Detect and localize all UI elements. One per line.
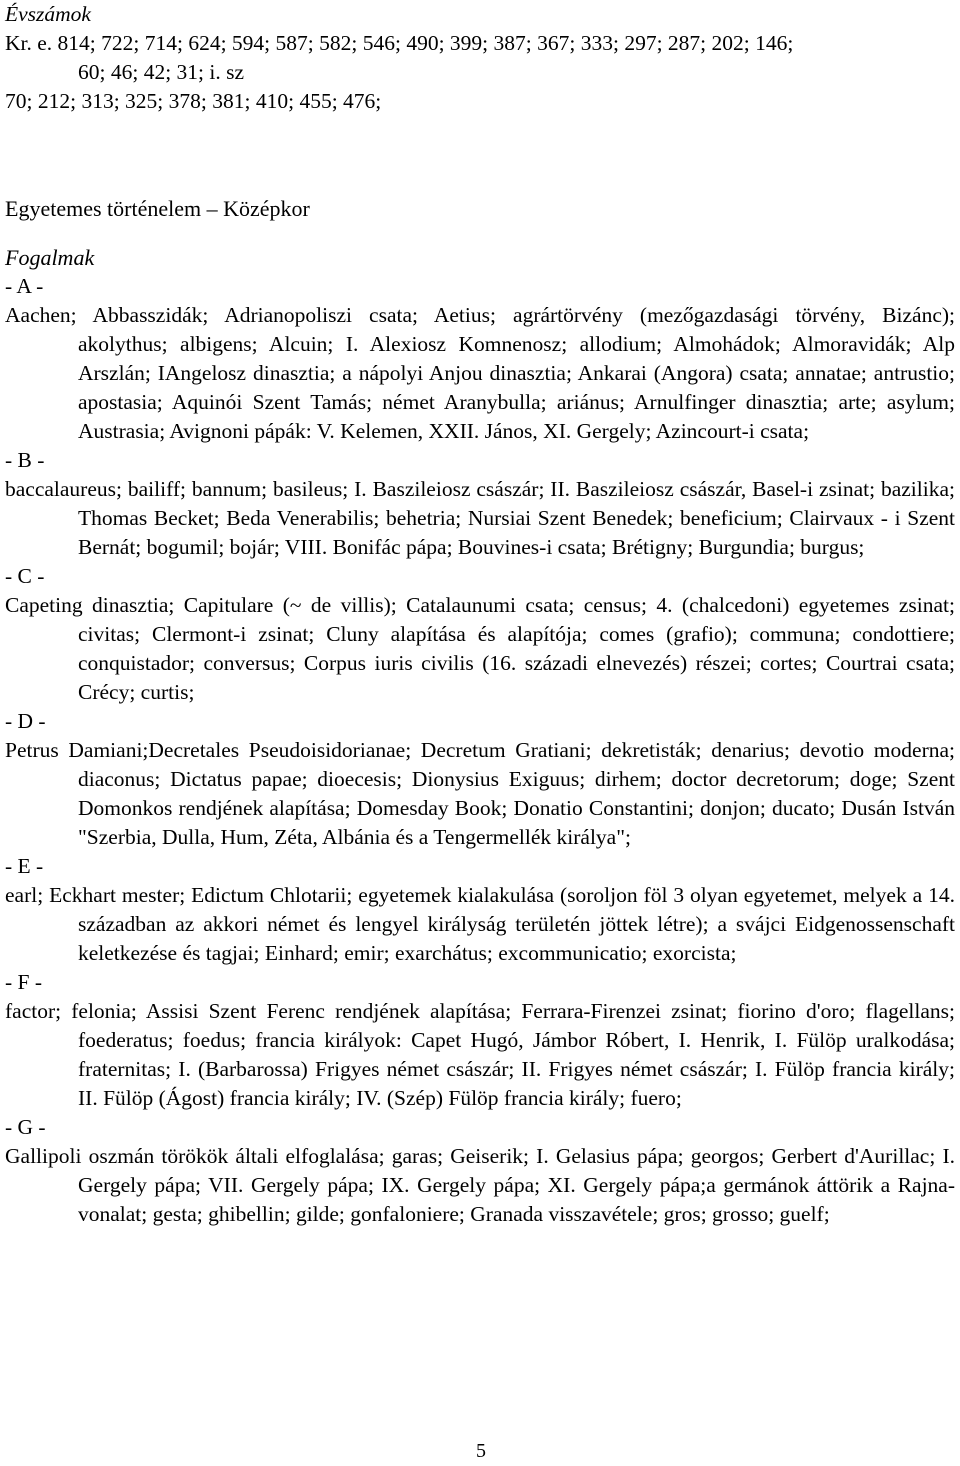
- letter-head-e: - E -: [5, 854, 44, 878]
- page-number: 5: [476, 1440, 486, 1462]
- entry-b: baccalaureus; bailiff; bannum; basileus; I. Baszileiosz császár; II. Baszileiosz császár, Basel-i zsinat; bazilika; Thomas Becket; Beda Venerabilis; behetria; Nursiai Szent Benedek; beneficium; Clairvaux - i Szent Bernát; bogumil; bojár; VIII. Bonifác pápa; Bouvines-i csata; Brétigny; Burgundia; burgus;: [5, 477, 955, 559]
- fogalmak-title: Fogalmak: [5, 245, 95, 270]
- entry-d: Petrus Damiani;Decretales Pseudoisidorianae; Decretum Gratiani; dekretisták; denarius; devotio moderna; diaconus; Dictatus papae; dioecesis; Dionysius Exiguus; dirhem; doctor decretorum; doge; Szent Domonkos rendjének alapítása; Domesday Book; Donatio Constantini; donjon; ducato; Dusán István "Szerbia, Dulla, Hum, Zéta, Albánia és a Tengermellék királya";: [5, 738, 955, 849]
- section-title: Egyetemes történelem – Középkor: [5, 196, 310, 221]
- year-line-3: 70; 212; 313; 325; 378; 381; 410; 455; 476;: [5, 89, 382, 113]
- letter-head-c: - C -: [5, 564, 45, 588]
- letter-head-a: - A -: [5, 274, 44, 298]
- document-page: [5, 0, 955, 1229]
- letter-head-f: - F -: [5, 970, 43, 994]
- entry-f: factor; felonia; Assisi Szent Ferenc rendjének alapítása; Ferrara-Firenzei zsinat; fiorino d'oro; flagellans; foederatus; foedus; francia királyok: Capet Hugó, Jámbor Róbert, I. Henrik, I. Fülöp uralkodása; fraternitas; I. (Barbarossa) Frigyes német császár; II. Frigyes német császár; I. Fülöp francia király; II. Fülöp (Ágost) francia király; IV. (Szép) Fülöp francia király; fuero;: [5, 999, 955, 1110]
- year-line-1: Kr. e. 814; 722; 714; 624; 594; 587; 582; 546; 490; 399; 387; 367; 333; 297; 287; 202; 146;: [5, 31, 794, 55]
- letter-head-b: - B -: [5, 448, 45, 472]
- spacer: [5, 116, 955, 174]
- entry-c: Capeting dinasztia; Capitulare (~ de villis); Catalaunumi csata; census; 4. (chalcedoni) egyetemes zsinat; civitas; Clermont-i zsinat; Cluny alapítása és alapítója; comes (grafio); communa; condottiere; conquistador; conversus; Corpus iuris civilis (16. századi elnevezés) részei; cortes; Courtrai csata; Crécy; curtis;: [5, 593, 955, 704]
- letter-head-g: - G -: [5, 1115, 46, 1139]
- entry-e: earl; Eckhart mester; Edictum Chlotarii; egyetemek kialakulása (soroljon föl 3 olyan egyetemet, melyek a 14. században az akkori német és lengyel királyság területén jöttek létre); a svájci Eidgenossenschaft keletkezése és tagjai; Einhard; emir; exarchátus; excommunicatio; exorcista;: [5, 883, 955, 965]
- year-line-2: 60; 46; 42; 31; i. sz: [78, 60, 245, 84]
- entry-a: Aachen; Abbasszidák; Adrianopoliszi csata; Aetius; agrártörvény (mezőgazdasági törvény, Bizánc); akolythus; albigens; Alcuin; I. Alexiosz Komnenosz; allodium; Almohádok; Almoravidák; Alp Arszlán; IAngelosz dinasztia; a nápolyi Anjou dinasztia; Ankarai (Angora) csata; annatae; antrustio; apostasia; Aquinói Szent Tamás; német Aranybulla; ariánus; Arnulfinger dinasztia; arte; asylum; Austrasia; Avignoni pápák: V. Kelemen, XXII. János, XI. Gergely; Azincourt-i csata;: [5, 303, 955, 443]
- evszamok-title: Évszámok: [5, 2, 91, 26]
- entry-g: Gallipoli oszmán törökök általi elfoglalása; garas; Geiserik; I. Gelasius pápa; georgos; Gerbert d'Aurillac; I. Gergely pápa; VII. Gergely pápa; IX. Gergely pápa; XI. Gergely pápa;a germánok áttörik a Rajna-vonalat; gesta; ghibellin; gilde; gonfaloniere; Granada visszavétele; gros; grosso; guelf;: [5, 1144, 955, 1226]
- letter-head-d: - D -: [5, 709, 46, 733]
